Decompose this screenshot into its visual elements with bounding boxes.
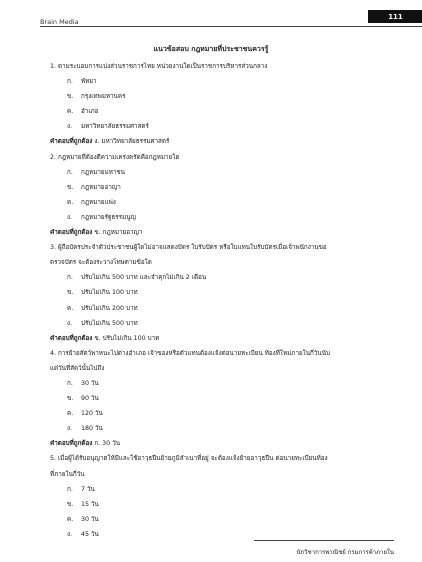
question-text: ตรวจบัตร จะต้องระวางโทษตามข้อใด [50,259,152,267]
option-text: กฎหมายรัฐธรรมนูญ [81,213,136,221]
option-marker: ก. [67,78,73,86]
answer-option [50,104,395,119]
correct-answer-label: คำตอบที่ถูกต้อง [50,229,93,237]
correct-answer-label: คำตอบที่ถูกต้อง [50,440,93,448]
option-marker: ง. [67,213,73,221]
correct-answer [50,331,395,346]
correct-answer [50,134,395,149]
answer-option [50,301,395,316]
option-marker: ก. [67,274,73,282]
correct-answer [50,225,395,240]
option-marker: ข. [67,93,74,101]
brand-label: Brain Media [40,18,79,26]
option-text: อำเภอ [81,108,99,116]
option-marker: ข. [67,500,74,508]
question-1 [50,59,395,150]
option-text: 45 วัน [81,530,99,538]
option-text: กฎหมายอาญา [81,183,121,191]
question-text: ที่ภายในกี่วัน [50,470,85,478]
correct-answer-text: ก. 30 วัน [94,440,121,448]
correct-answer [50,436,395,451]
option-text: 30 วัน [81,379,99,387]
answer-option [50,316,395,331]
option-marker: ง. [67,319,73,327]
option-marker: ก. [67,485,73,493]
answer-option [50,285,395,300]
answer-option [50,119,395,134]
correct-answer-text: ง. มหาวิทยาลัยธรรมศาสตร์ [94,138,170,146]
option-marker: ก. [67,168,73,176]
correct-answer-text: ข. กฎหมายอาญา [94,229,143,237]
correct-answer-text: ข. ปรับไม่เกิน 100 บาท [94,334,160,342]
question-5 [50,451,395,542]
option-text: ปรับไม่เกิน 200 บาท [81,304,138,312]
answer-option [50,180,395,195]
answer-option [50,482,395,497]
answer-option [50,165,395,180]
option-text: 90 วัน [81,395,99,403]
option-text: 15 วัน [81,500,99,508]
option-marker: ค. [67,304,74,312]
header-rule [40,26,422,27]
option-text: กฎหมายแพ่ง [81,198,116,206]
option-marker: ง. [67,425,73,433]
page-title: แนวข้อสอบ กฎหมายที่ประชาชนควรรู้ [153,45,269,53]
option-marker: ข. [67,395,74,403]
option-text: พัทยา [81,78,97,86]
footer-text: นักวิชาการพาณิชย์ กรมการค้าภายใน [296,549,394,556]
answer-option [50,89,395,104]
option-text: 7 วัน [81,485,95,493]
option-marker: ง. [67,530,73,538]
question-text: แต่วันที่สัตว์นั้นไปถึง [50,364,105,372]
option-text: มหาวิทยาลัยธรรมศาสตร์ [81,123,149,131]
footer-rule [254,540,394,541]
option-text: 120 วัน [81,410,103,418]
option-text: ปรับไม่เกิน 500 บาท และจำคุกไม่เกิน 2 เดือน [81,274,207,282]
answer-option [50,195,395,210]
option-marker: ก. [67,379,73,387]
question-text: 4. การย้ายสัตว์พาหนะไปต่างอำเภอ เจ้าของหรือตัวแทนต้องแจ้งต่อนายทะเบียน ท้องที่ใหม่ภายในกี่วันนับ [50,349,330,357]
option-marker: ค. [67,410,74,418]
answer-option [50,421,395,436]
option-marker: ข. [67,289,74,297]
option-text: 180 วัน [81,425,103,433]
answer-option [50,497,395,512]
question-text: 2. กฎหมายที่ต้องตีความเคร่งครัดคือกฎหมายใด [50,153,180,161]
answer-option [50,376,395,391]
question-list [50,59,395,542]
answer-option [50,391,395,406]
option-marker: ข. [67,183,74,191]
option-marker: ง. [67,123,73,131]
correct-answer-label: คำตอบที่ถูกต้อง [50,334,93,342]
answer-option [50,74,395,89]
option-text: ปรับไม่เกิน 100 บาท [81,289,138,297]
answer-option [50,210,395,225]
question-text: 3. ผู้ถือบัตรประจำตัวประชาชนผู้ใดไม่อาจแสดงบัตร ใบรับบัตร หรือใบแทนใบรับบัตรเมื่อเจ้าพนักงานขอ [50,244,327,252]
question-text: 1. ตามระบอบการแบ่งส่วนราชการไทย หน่วยงานใดเป็นราชการบริหารส่วนกลาง [50,63,268,70]
option-marker: ค. [67,108,74,116]
correct-answer-label: คำตอบที่ถูกต้อง [50,138,93,146]
option-text: กฎหมายมหาชน [81,168,125,176]
answer-option [50,512,395,527]
option-text: กรุงเทพมหานคร [81,93,126,101]
option-text: 30 วัน [81,515,99,523]
option-marker: ค. [67,515,74,523]
question-4 [50,346,395,452]
option-marker: ค. [67,198,74,206]
answer-option [50,270,395,285]
answer-option [50,406,395,421]
question-text: 5. เมื่อผู้ได้รับอนุญาตให้มีและใช้อาวุธปืนย้ายภูมิลำเนาที่อยู่ จะต้องแจ้งย้ายอาวุธปืน ต่อนายทะเบียนท้อง [50,455,328,463]
question-2 [50,150,395,241]
page-number-badge: 111 [368,10,422,23]
option-text: ปรับไม่เกิน 500 บาท [81,319,138,327]
question-3 [50,240,395,346]
